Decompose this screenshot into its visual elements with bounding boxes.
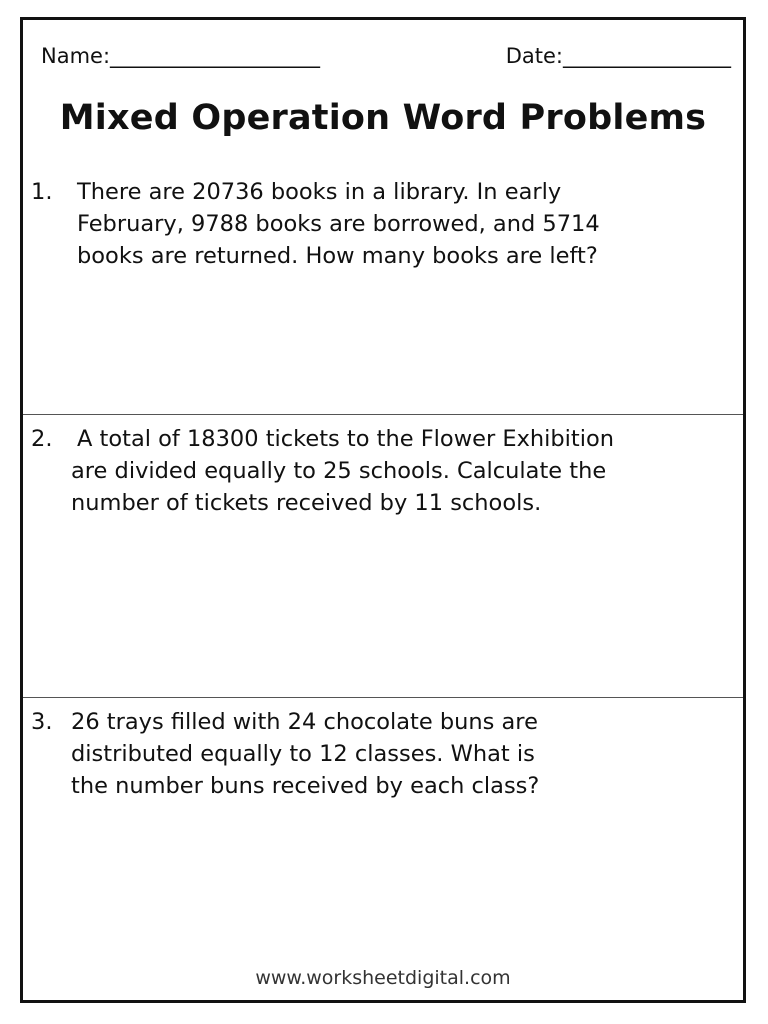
page-title: Mixed Operation Word Problems [59,98,707,138]
problem-number: 3. [31,709,53,735]
problem-text [77,176,600,272]
problem-line: There are 20736 books in a library. In early [77,179,562,205]
answer-area[interactable] [23,530,743,690]
problem-line: distributed equally to 12 classes. What is [71,741,535,767]
problem-line: February, 9788 books are borrowed, and 5714 [77,211,600,237]
worksheet-page [20,17,746,1003]
footer-url: www.worksheetdigital.com [255,967,511,989]
problem-line: 26 trays filled with 24 chocolate buns are [71,709,538,735]
problem-text [71,423,614,519]
date-field[interactable]: Date:________________ [505,44,731,68]
header-row [41,42,731,70]
problem-line: are divided equally to 25 schools. Calculate the [71,458,607,484]
problem-line: the number buns received by each class? [71,773,540,799]
problem-line: number of tickets received by 11 schools. [71,490,542,516]
name-field[interactable]: Name:____________________ [41,44,321,68]
answer-area[interactable] [23,280,743,410]
answer-area[interactable] [23,813,743,953]
problem-number: 1. [31,179,53,205]
problem-line: books are returned. How many books are left? [77,243,598,269]
problem-line: A total of 18300 tickets to the Flower Exhibition [77,426,615,452]
problem-section-2 [23,414,743,697]
problem-section-3 [23,697,743,957]
problem-number: 2. [31,426,53,452]
problem-section-1 [23,170,743,414]
problem-text [71,706,539,802]
